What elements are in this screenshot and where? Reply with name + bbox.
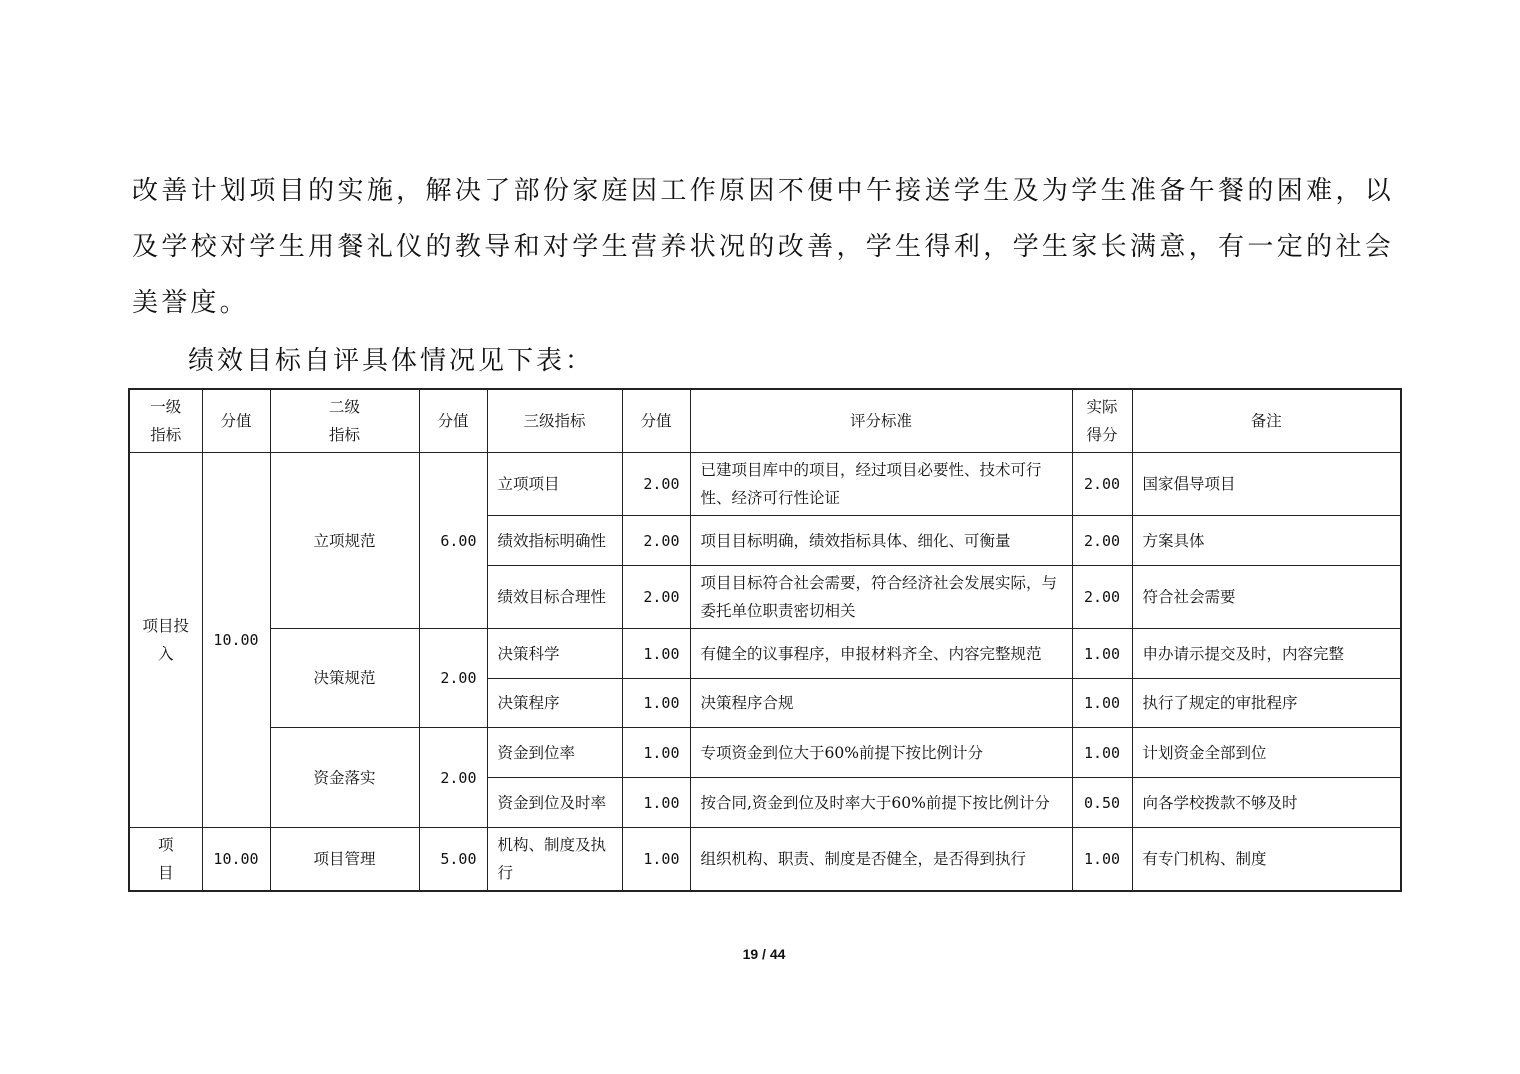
level2-cell: 决策规范 (270, 629, 419, 728)
notes-cell: 申办请示提交及时，内容完整 (1132, 629, 1401, 679)
table-row (129, 453, 1401, 516)
notes-cell: 方案具体 (1132, 516, 1401, 566)
table-intro: 绩效目标自评具体情况见下表： (188, 346, 595, 376)
actual-score: 2.00 (1072, 453, 1132, 516)
level2-score: 5.00 (419, 828, 487, 892)
table-header-row (129, 389, 1401, 453)
level3-cell: 资金到位率 (487, 728, 622, 778)
notes-cell: 有专门机构、制度 (1132, 828, 1401, 892)
table-row (129, 828, 1401, 892)
header-level1: 一级 指标 (129, 389, 202, 453)
notes-cell: 国家倡导项目 (1132, 453, 1401, 516)
actual-score: 0.50 (1072, 778, 1132, 828)
header-actual: 实际 得分 (1072, 389, 1132, 453)
header-score1: 分值 (202, 389, 270, 453)
level2-score: 2.00 (419, 728, 487, 828)
level3-cell: 立项项目 (487, 453, 622, 516)
level3-score: 1.00 (622, 629, 690, 679)
actual-score: 1.00 (1072, 728, 1132, 778)
header-level3: 三级指标 (487, 389, 622, 453)
header-score2: 分值 (419, 389, 487, 453)
level2-cell: 资金落实 (270, 728, 419, 828)
level3-score: 1.00 (622, 778, 690, 828)
header-level2: 二级 指标 (270, 389, 419, 453)
level3-cell: 机构、制度及执行 (487, 828, 622, 892)
page-number: 19 / 44 (742, 946, 786, 962)
notes-cell: 向各学校拨款不够及时 (1132, 778, 1401, 828)
criteria-cell: 组织机构、职责、制度是否健全，是否得到执行 (690, 828, 1072, 892)
header-score3: 分值 (622, 389, 690, 453)
criteria-cell: 专项资金到位大于60%前提下按比例计分 (690, 728, 1072, 778)
notes-cell: 执行了规定的审批程序 (1132, 679, 1401, 728)
level3-cell: 决策科学 (487, 629, 622, 679)
criteria-cell: 项目目标明确，绩效指标具体、细化、可衡量 (690, 516, 1072, 566)
criteria-cell: 已建项目库中的项目，经过项目必要性、技术可行性、经济可行性论证 (690, 453, 1072, 516)
actual-score: 1.00 (1072, 679, 1132, 728)
actual-score: 1.00 (1072, 629, 1132, 679)
actual-score: 2.00 (1072, 516, 1132, 566)
criteria-cell: 项目目标符合社会需要，符合经济社会发展实际，与委托单位职责密切相关 (690, 566, 1072, 629)
level3-score: 2.00 (622, 516, 690, 566)
level3-score: 1.00 (622, 679, 690, 728)
level1-score: 10.00 (202, 453, 270, 828)
level3-cell: 绩效目标合理性 (487, 566, 622, 629)
level1-cell: 项 目 (129, 828, 202, 892)
level3-score: 1.00 (622, 828, 690, 892)
notes-cell: 符合社会需要 (1132, 566, 1401, 629)
notes-cell: 计划资金全部到位 (1132, 728, 1401, 778)
level2-score: 2.00 (419, 629, 487, 728)
body-paragraph: 改善计划项目的实施，解决了部份家庭因工作原因不便中午接送学生及为学生准备午餐的困难，以及学校对学生用餐礼仪的教导和对学生营养状况的改善，学生得利，学生家长满意，有一定的社会美誉度。 (132, 176, 1394, 318)
level2-cell: 项目管理 (270, 828, 419, 892)
level2-score: 6.00 (419, 453, 487, 629)
level3-score: 1.00 (622, 728, 690, 778)
level2-cell: 立项规范 (270, 453, 419, 629)
header-criteria: 评分标准 (690, 389, 1072, 453)
level3-cell: 决策程序 (487, 679, 622, 728)
header-notes: 备注 (1132, 389, 1401, 453)
level3-score: 2.00 (622, 453, 690, 516)
table-row (129, 629, 1401, 679)
criteria-cell: 有健全的议事程序，申报材料齐全、内容完整规范 (690, 629, 1072, 679)
level1-score: 10.00 (202, 828, 270, 892)
actual-score: 2.00 (1072, 566, 1132, 629)
level3-cell: 资金到位及时率 (487, 778, 622, 828)
performance-evaluation-table (128, 388, 1402, 892)
level3-score: 2.00 (622, 566, 690, 629)
table-row (129, 728, 1401, 778)
level1-cell: 项目投 入 (129, 453, 202, 828)
level3-cell: 绩效指标明确性 (487, 516, 622, 566)
actual-score: 1.00 (1072, 828, 1132, 892)
criteria-cell: 决策程序合规 (690, 679, 1072, 728)
criteria-cell: 按合同,资金到位及时率大于60%前提下按比例计分 (690, 778, 1072, 828)
